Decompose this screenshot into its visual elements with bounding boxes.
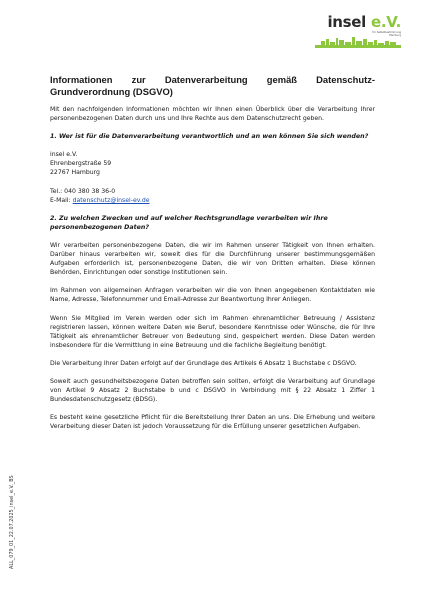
contact-email-link[interactable]: datenschutz@insel-ev.de <box>72 196 150 204</box>
logo-wordmark <box>327 14 401 30</box>
contact-block <box>50 187 375 205</box>
section-1-heading: 1. Wer ist für die Datenverarbeitung verantwortlich und an wen können Sie sich wenden? <box>50 133 369 141</box>
section-2-heading: 2. Zu welchen Zwecken und auf welcher Rechtsgrundlage verarbeiten wir Ihre personenbezogenen Daten? <box>50 214 328 231</box>
contact-email-line <box>50 196 375 205</box>
intro-paragraph: Mit den nachfolgenden Informationen möchten wir Ihnen einen Überblick über die Verarbeitung Ihrer personenbezogenen Daten durch uns und Ihre Rechte aus dem Datenschutzrecht geben. <box>50 106 375 123</box>
address-name: insel e.V. <box>50 151 78 159</box>
contact-email-label: E-Mail: <box>50 196 73 204</box>
address-city: 22767 Hamburg <box>50 169 100 177</box>
document-title: Informationen zur Datenverarbeitung gemäß Datenschutz-Grundverordnung (DSGVO) <box>50 74 375 97</box>
logo-subline-1: für Selbstbestimmung <box>372 31 401 34</box>
section-2-paragraph: Es besteht keine gesetzliche Pflicht für die Bereitstellung Ihrer Daten an uns. Die Erhebung und weitere Verarbeitung dieser Daten ist jedoch Voraussetzung für die Erfüllung unserer gesetzlichen Aufgaben. <box>50 414 375 431</box>
section-2-paragraph: Soweit auch gesundheitsbezogene Daten betroffen sein sollten, erfolgt die Verarbeitung auf Grundlage von Artikel 9 Absatz 2 Buchstabe b und c DSGVO in Verbindung mit § 22 Absatz 1 Ziffer 1 Bundesdatenschutzgesetz (BDSG). <box>50 377 375 404</box>
section-2-paragraph: Wenn Sie Mitglied im Verein werden oder sich im Rahmen ehrenamtlicher Betreuung / Assistenz registrieren lassen, können weitere Daten wie Beruf, besondere Kenntnisse oder Wünsche, die für Ihre Tätigkeit als ehrenamtlicher Betreuer von Bedeutung sind, gespeichert werden. Diese Daten werden insbesondere für die Vermittlung in eine Betreuung und die fachliche Begleitung benötigt. <box>50 314 375 349</box>
logo-word-insel: insel <box>327 13 367 31</box>
skyline-icon <box>315 36 401 48</box>
address-block <box>50 150 375 177</box>
section-2-paragraph: Im Rahmen von allgemeinen Anfragen verarbeiten wir die von Ihnen angegebenen Kontaktdaten wie Name, Adresse, Telefonnummer und Email-Adresse zur Beantwortung Ihrer Anliegen. <box>50 287 375 304</box>
section-2-paragraph: Wir verarbeiten personenbezogene Daten, die wir im Rahmen unserer Tätigkeit von Ihnen erhalten. Darüber hinaus verarbeiten wir, soweit dies für die Durchführung unserer bestimmungsgemäßen Aufgaben erforderlich ist, personenbezogene Daten, die wir von Dritten erhalten. Diese können Behörden, Einrichtungen oder sonstige Institutionen sein. <box>50 241 375 277</box>
logo-word-ev: e.V. <box>370 13 401 31</box>
section-2-paragraph: Die Verarbeitung Ihrer Daten erfolgt auf der Grundlage des Artikels 6 Absatz 1 Buchstabe c DSGVO. <box>50 359 357 367</box>
address-street: Ehrenbergstraße 59 <box>50 160 112 168</box>
document-body <box>50 74 375 440</box>
contact-phone: Tel.: 040 380 38 36-0 <box>50 187 116 195</box>
insel-logo <box>315 14 401 48</box>
document-reference-code: ALL_079_01_22.07.2025_insel_e.V._BS <box>9 475 15 569</box>
logo-subline-2: Hamburg <box>388 34 401 37</box>
